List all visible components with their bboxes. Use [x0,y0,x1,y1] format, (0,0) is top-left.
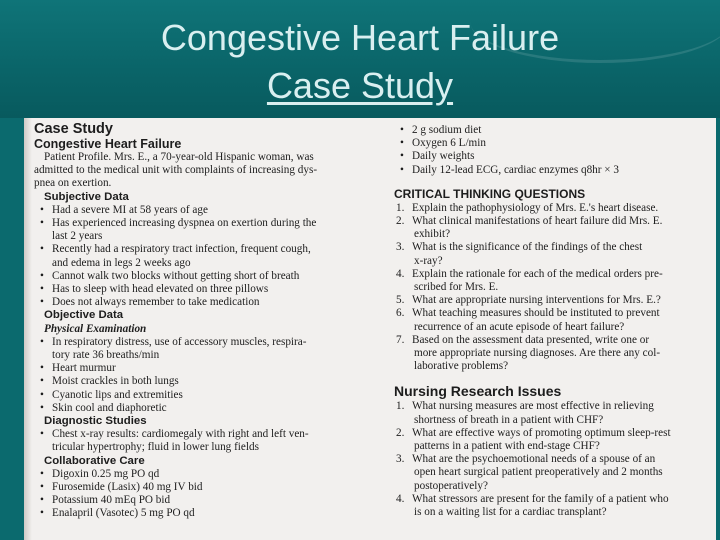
numbered-item [394,307,714,320]
numbered-item-continuation: exhibit? [414,228,451,241]
patient-profile [34,151,384,191]
physical-list [34,336,384,415]
item-number: 3. [396,241,405,254]
diagnostic-studies-title: Diagnostic Studies [44,415,147,428]
item-text: Explain the pathophysiology of Mrs. E.'s heart disease. [412,201,659,214]
bullet-item: • Had a severe MI at 58 years of age [34,204,384,217]
item-number: 4. [396,267,405,280]
item-number: 5. [396,294,405,307]
order-item: • Daily weights [394,150,714,163]
numbered-item-continuation: scribed for Mrs. E. [414,281,499,294]
numbered-item [394,493,714,506]
bullet-item: • Cannot walk two blocks without getting short of breath [34,270,384,283]
item-number: 7. [396,333,405,346]
subjective-data-title: Subjective Data [44,190,129,203]
slide-title-line2 [0,66,720,106]
numbered-item [394,241,714,254]
left-column [34,118,384,521]
item-number: 1. [396,201,405,214]
item-text: Explain the rationale for each of the medical orders pre- [412,267,663,280]
diagnostic-list [34,428,384,454]
item-text: What teaching measures should be instituted to prevent [412,307,660,320]
item-text: Based on the assessment data presented, write one or [412,333,650,346]
slide-title-line2-text: Case Study [266,65,454,106]
case-study-subheading: Congestive Heart Failure [34,137,182,151]
bullet-item: • Recently had a respiratory tract infection, frequent cough, [34,243,384,256]
bullet-item-continuation: tricular hypertrophy; fluid in lower lung fields [52,441,259,454]
bullet-item: • In respiratory distress, use of accessory muscles, respira- [34,336,384,349]
numbered-item-continuation: shortness of breath in a patient with CHF? [414,413,604,426]
numbered-item-continuation: patterns in a patient with end-stage CHF? [414,440,600,453]
order-item: • Oxygen 6 L/min [394,137,714,150]
numbered-item-continuation: postoperatively? [414,479,488,492]
critical-thinking-title: CRITICAL THINKING QUESTIONS [394,186,586,201]
bullet-item: • Does not always remember to take medication [34,296,384,309]
numbered-item [394,427,714,440]
numbered-item-continuation: more appropriate nursing diagnoses. Are there any col- [414,347,661,360]
right-column [394,118,714,519]
item-number: 6. [396,307,405,320]
numbered-item-continuation: laborative problems? [414,360,509,373]
bullet-item: • Cyanotic lips and extremities [34,389,384,402]
item-text: What clinical manifestations of heart failure did Mrs. E. [412,215,663,228]
item-text: What are the psychoemotional needs of a spouse of an [412,453,656,466]
numbered-item [394,268,714,281]
collab-list [34,468,384,521]
numbered-item-continuation: is on a waiting list for a cardiac transplant? [414,506,607,519]
bullet-item: • Chest x-ray results: cardiomegaly with right and left ven- [34,428,384,441]
physical-exam-title: Physical Examination [44,322,147,335]
item-text: What is the significance of the findings of the chest [412,241,643,254]
bullet-item: • Digoxin 0.25 mg PO qd [34,468,384,481]
profile-line: Patient Profile. Mrs. E., a 70-year-old Hispanic woman, was [44,151,314,163]
bullet-item: • Moist crackles in both lungs [34,375,384,388]
nursing-research-title: Nursing Research Issues [394,383,562,400]
item-number: 1. [396,400,405,413]
numbered-item [394,215,714,228]
numbered-item [394,400,714,413]
order-item: • Daily 12-lead ECG, cardiac enzymes q8hr × 3 [394,164,714,177]
slide-title-line1: Congestive Heart Failure [160,17,560,58]
numbered-item [394,294,714,307]
collaborative-care-title: Collaborative Care [44,454,145,467]
item-text: What are appropriate nursing interventions for Mrs. E.? [412,294,661,307]
slide-header [0,0,720,118]
profile-line: pnea on exertion. [34,177,112,190]
item-text: What nursing measures are most effective in relieving [412,400,654,413]
item-text: What are effective ways of promoting optimum sleep-rest [412,426,671,439]
page-shadow-edge [24,118,32,540]
item-number: 2. [396,426,405,439]
item-number: 2. [396,215,405,228]
bullet-item: • Potassium 40 mEq PO bid [34,494,384,507]
numbered-item [394,334,714,347]
bullet-item-continuation: and edema in legs 2 weeks ago [52,256,191,269]
nursing-research-list [394,400,714,519]
case-study-heading: Case Study [34,121,113,137]
bullet-item: • Has to sleep with head elevated on three pillows [34,283,384,296]
bullet-item: • Enalapril (Vasotec) 5 mg PO qd [34,507,384,520]
numbered-item-continuation: x-ray? [414,254,443,267]
numbered-item-continuation: recurrence of an acute episode of heart failure? [414,320,625,333]
profile-line: admitted to the medical unit with complaints of increasing dys- [34,164,318,177]
numbered-item [394,453,714,466]
critical-thinking-list [394,202,714,374]
numbered-item-continuation: open heart surgical patient preoperatively and 2 months [414,466,663,479]
objective-data-title: Objective Data [44,309,124,322]
orders-list [394,124,714,177]
scanned-page [24,118,716,540]
bullet-item-continuation: last 2 years [52,230,103,243]
bullet-item: • Heart murmur [34,362,384,375]
numbered-item [394,202,714,215]
item-number: 3. [396,453,405,466]
item-number: 4. [396,492,405,505]
item-text: What stressors are present for the family of a patient who [412,492,669,505]
subjective-list [34,204,384,310]
bullet-item: • Skin cool and diaphoretic [34,402,384,415]
order-item: • 2 g sodium diet [394,124,714,137]
bullet-item: • Furosemide (Lasix) 40 mg IV bid [34,481,384,494]
bullet-item-continuation: tory rate 36 breaths/min [52,349,160,362]
bullet-item: • Has experienced increasing dyspnea on exertion during the [34,217,384,230]
